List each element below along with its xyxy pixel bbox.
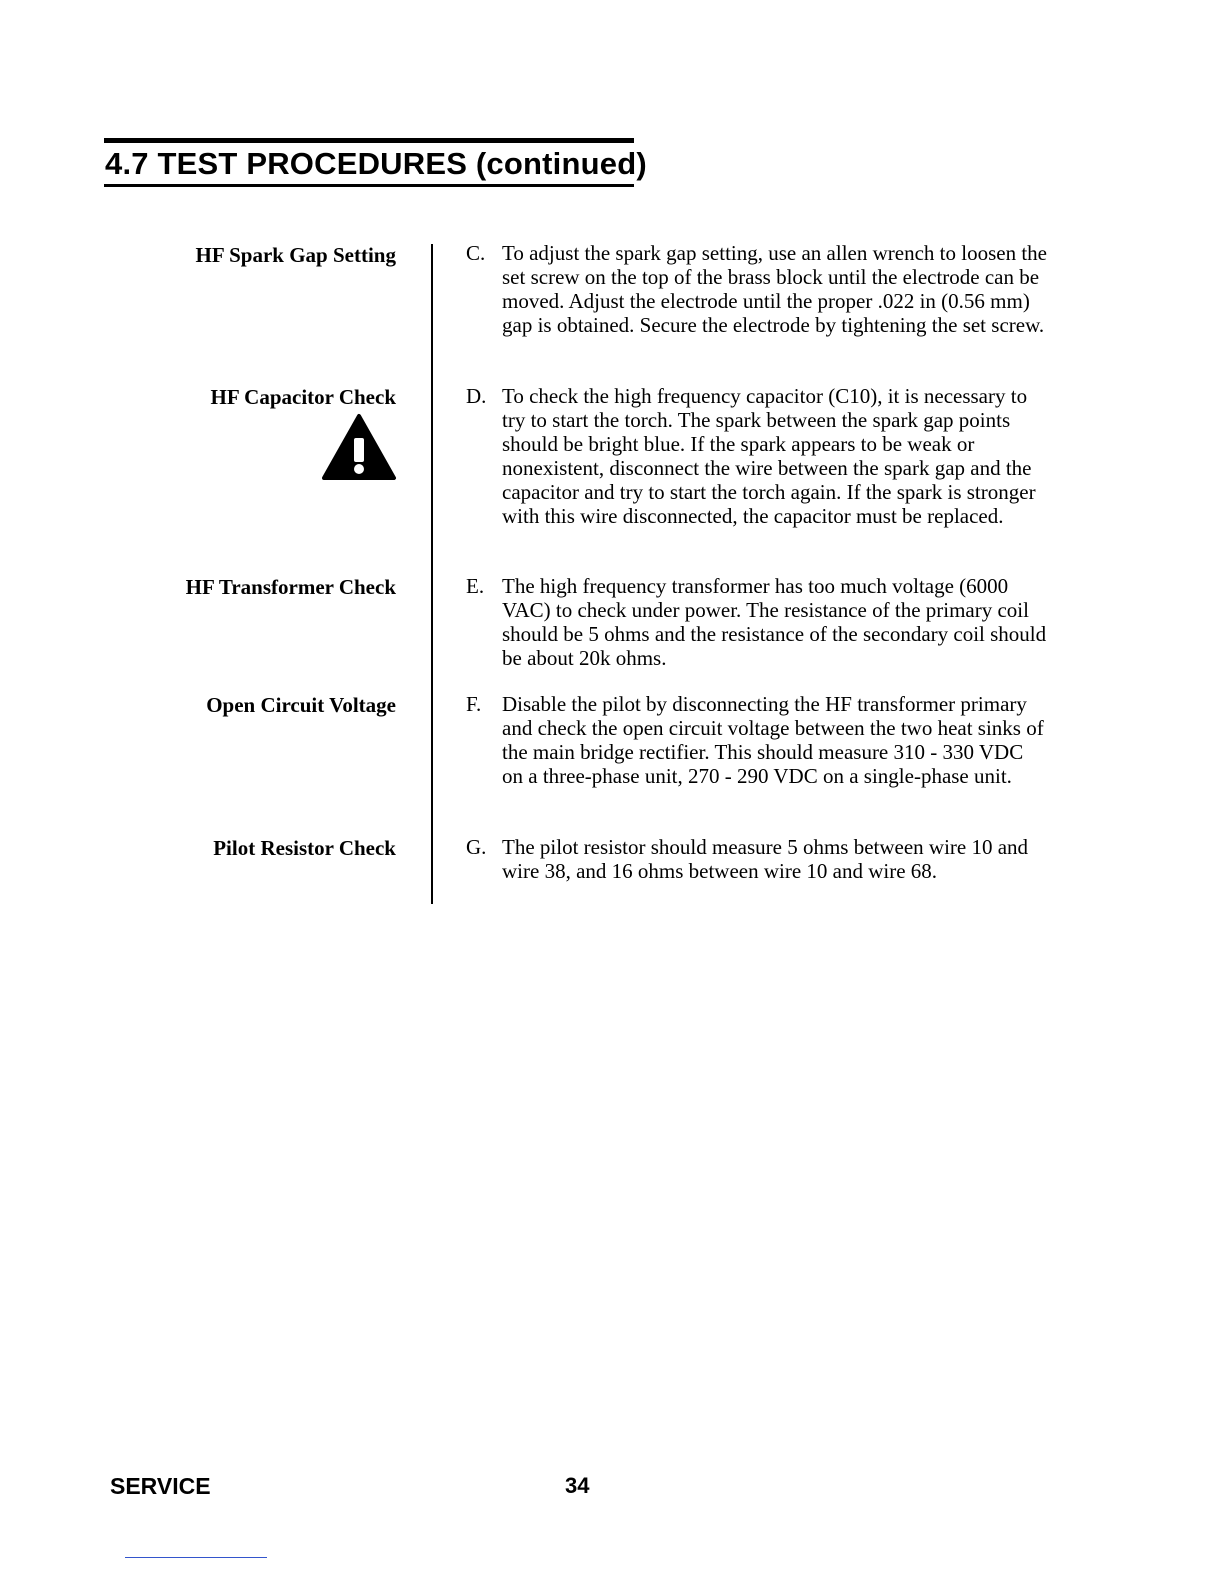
title-rule-top: [104, 138, 634, 143]
step-letter-f: F.: [466, 692, 482, 716]
step-text-d: To check the high frequency capacitor (C10), it is necessary to try to start the torch. The spark between the spark gap points should be bright blue. If the spark appears to be weak or nonexistent, disconnect the wire between the spark gap and the capacitor and try to start the torch again. If the spark is stronger with this wire disconnected, the capacitor must be replaced.: [502, 384, 1036, 528]
warning-icon: [321, 412, 397, 482]
step-letter-c: C.: [466, 241, 486, 265]
scan-edge-line: [125, 1557, 267, 1558]
title-rule-bottom: [104, 184, 634, 187]
side-label-transformer: HF Transformer Check: [185, 575, 396, 599]
step-letter-d: D.: [466, 384, 487, 408]
page-number: 34: [565, 1473, 590, 1498]
side-label-capacitor: HF Capacitor Check: [210, 385, 396, 409]
page-title: 4.7 TEST PROCEDURES (continued): [105, 146, 647, 181]
step-text-c: To adjust the spark gap setting, use an allen wrench to loosen the set screw on the top of the brass block until the electrode can be moved. Adjust the electrode until the proper .022 in (0.56 mm) gap is obtained. Secure the electrode by tightening the set screw.: [502, 241, 1047, 337]
step-text-g: The pilot resistor should measure 5 ohms between wire 10 and wire 38, and 16 ohms between wire 10 and wire 68.: [502, 835, 1029, 883]
footer-section-name: SERVICE: [110, 1473, 211, 1499]
step-text-e: The high frequency transformer has too much voltage (6000 VAC) to check under power. The resistance of the primary coil should be 5 ohms and the resistance of the secondary coil should be about 20k ohms.: [502, 574, 1047, 670]
side-label-spark-gap: HF Spark Gap Setting: [195, 243, 396, 267]
step-letter-e: E.: [466, 574, 485, 598]
step-text-f: Disable the pilot by disconnecting the HF transformer primary and check the open circuit voltage between the two heat sinks of the main bridge rectifier. This should measure 310 - 330 VDC on a three-phase unit, 270 - 290 VDC on a single-phase unit.: [502, 692, 1044, 788]
side-label-open-circuit: Open Circuit Voltage: [206, 693, 396, 717]
side-label-pilot-resistor: Pilot Resistor Check: [213, 836, 396, 860]
column-divider: [431, 244, 433, 904]
step-letter-g: G.: [466, 835, 487, 859]
